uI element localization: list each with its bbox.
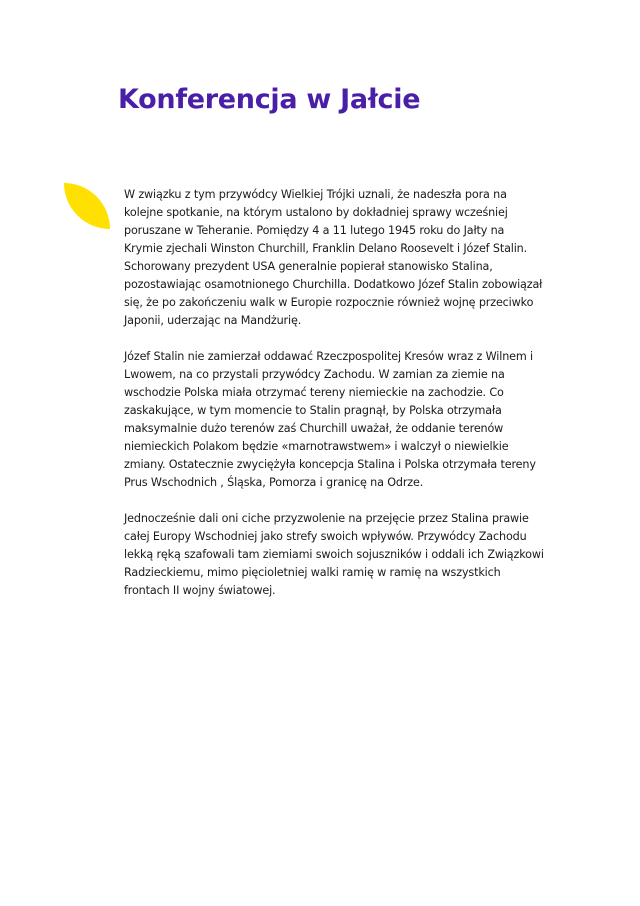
document-body — [124, 186, 544, 618]
paragraph-2: Józef Stalin nie zamierzał oddawać Rzeczpospolitej Kresów wraz z Wilnem i Lwowem, na co przystali przywódcy Zachodu. W zamian za ziemie na wschodzie Polska miała otrzymać tereny niemieckie na zachodzie. Co zaskakujące, w tym momencie to Stalin pragnął, by Polska otrzymała maksymalnie dużo terenów zaś Churchill uważał, że oddanie terenów niemieckich Polakom będzie «marnotrawstwem» i walczył o niewielkie zmiany. Ostatecznie zwyciężyła koncepcja Stalina i Polska otrzymała tereny Prus Wschodnich , Śląska, Pomorza i granicę na Odrze. — [124, 350, 536, 489]
page-title: Konferencja w Jałcie — [118, 84, 421, 115]
paragraph-1: W związku z tym przywódcy Wielkiej Trójki uznali, że nadeszła pora na kolejne spotkanie, na którym ustalono by dokładniej sprawy wcześniej poruszane w Teheranie. Pomiędzy 4 a 11 lutego 1945 roku do Jałty na Krymie zjechali Winston Churchill, Franklin Delano Roosevelt i Józef Stalin. Schorowany prezydent USA generalnie popierał stanowisko Stalina, pozostawiając osamotnionego Churchilla. Dodatkowo Józef Stalin zobowiązał się, że po zakończeniu walk w Europie rozpocznie również wojnę przeciwko Japonii, uderzając na Mandżurię. — [124, 188, 543, 327]
yellow-leaf-icon — [64, 183, 110, 229]
paragraph-3: Jednocześnie dali oni ciche przyzwolenie na przejęcie przez Stalina prawie całej Europy Wschodniej jako strefy swoich wpływów. Przywódcy Zachodu lekką ręką szafowali tam ziemiami swoich sojuszników i oddali ich Związkowi Radzieckiemu, mimo pięcioletniej walki ramię w ramię na wszystkich frontach II wojny światowej. — [124, 512, 544, 597]
